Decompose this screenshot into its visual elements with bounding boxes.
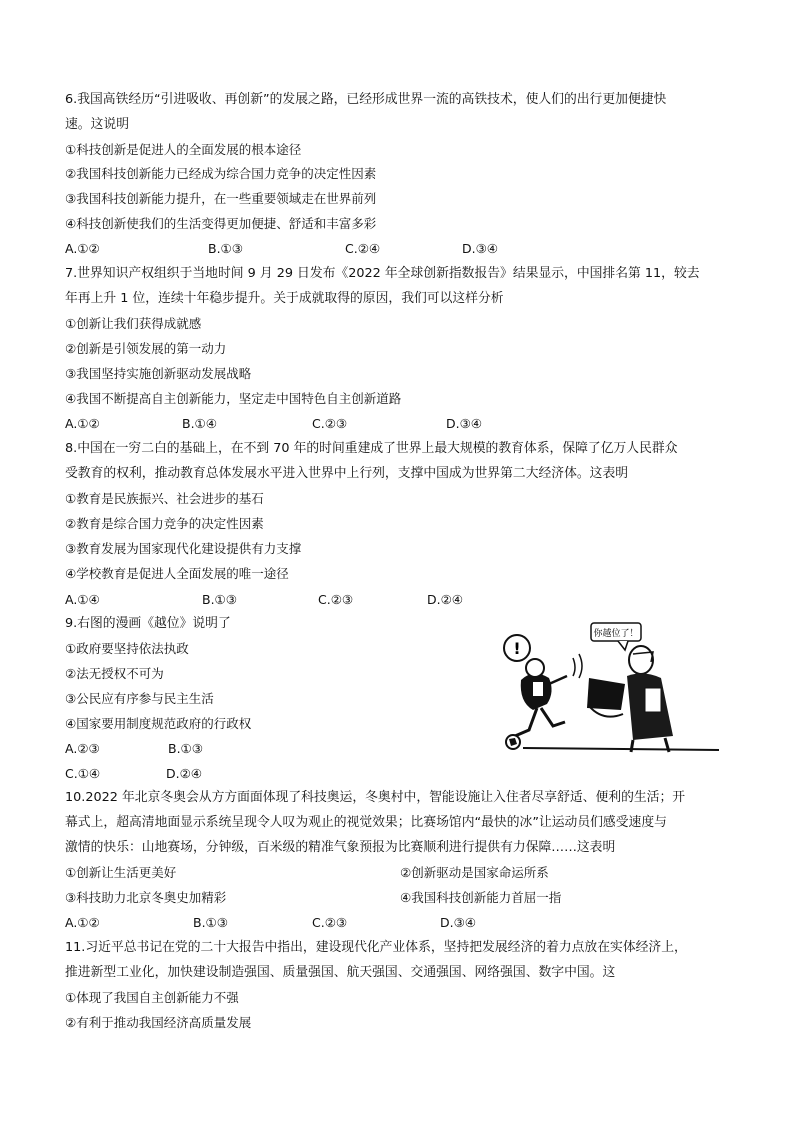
q8-choice-c[interactable]: C.②③ <box>318 592 354 607</box>
q6-choice-b[interactable]: B.①③ <box>208 241 243 256</box>
q9-item-4: ④国家要用制度规范政府的行政权 <box>65 716 252 731</box>
q11-stem-line2: 推进新型工业化，加快建设制造强国、质量强国、航天强国、交通强国、网络强国、数字中国。这 <box>65 965 616 980</box>
q10-stem-line2: 幕式上，超高清地面显示系统呈现令人叹为观止的视觉效果；比赛场馆内“最快的冰”让运动员们感受速度与 <box>65 815 667 830</box>
q9-choice-d[interactable]: D.②④ <box>166 766 203 781</box>
q6-stem-line2: 速。这说明 <box>65 117 129 132</box>
q10-choice-c[interactable]: C.②③ <box>312 915 348 930</box>
q9-choice-a[interactable]: A.②③ <box>65 741 100 756</box>
q7-item-2: ②创新是引领发展的第一动力 <box>65 341 227 356</box>
q7-item-1: ①创新让我们获得成就感 <box>65 316 202 331</box>
q9-item-1: ①政府要坚持依法执政 <box>65 641 189 656</box>
q7-stem-line1: 7.世界知识产权组织于当地时间 9 月 29 日发布《2022 年全球创新指数报告》结果显示，中国排名第 11，较去 <box>65 266 700 281</box>
q10-choice-a[interactable]: A.①② <box>65 915 100 930</box>
cartoon-speech-text: 你越位了！ <box>593 629 639 639</box>
q10-stem-line1: 10.2022 年北京冬奥会从方方面面体现了科技奥运，冬奥村中，智能设施让入住者尽享舒适、便利的生活；开 <box>65 790 686 805</box>
q10-item-4: ④我国科技创新能力首屈一指 <box>400 890 562 905</box>
q8-choice-b[interactable]: B.①③ <box>202 592 237 607</box>
q10-item-2: ②创新驱动是国家命运所系 <box>400 865 549 880</box>
q9-item-2: ②法无授权不可为 <box>65 666 164 681</box>
q7-choice-a[interactable]: A.①② <box>65 416 100 431</box>
q10-item-3: ③科技助力北京冬奥史加精彩 <box>65 890 227 905</box>
q11-item-1: ①体现了我国自主创新能力不强 <box>65 990 239 1005</box>
q6-choice-d[interactable]: D.③④ <box>462 241 499 256</box>
q9-stem: 9.右图的漫画《越位》说明了 <box>65 616 231 631</box>
q7-choice-d[interactable]: D.③④ <box>446 416 483 431</box>
q9-item-3: ③公民应有序参与民主生活 <box>65 691 214 706</box>
q8-choice-a[interactable]: A.①④ <box>65 592 100 607</box>
q8-choice-d[interactable]: D.②④ <box>427 592 464 607</box>
q8-stem-line1: 8.中国在一穷二白的基础上，在不到 70 年的时间重建成了世界上最大规模的教育体系，保障了亿万人民群众 <box>65 441 678 456</box>
q6-item-4: ④科技创新使我们的生活变得更加便捷、舒适和丰富多彩 <box>65 216 377 231</box>
q9-choice-c[interactable]: C.①④ <box>65 766 101 781</box>
q10-choice-b[interactable]: B.①③ <box>193 915 228 930</box>
q6-stem-line1: 6.我国高铁经历“引进吸收、再创新”的发展之路，已经形成世界一流的高铁技术，使人们的出行更加便捷快 <box>65 92 667 107</box>
q6-choice-c[interactable]: C.②④ <box>345 241 381 256</box>
q7-choice-c[interactable]: C.②③ <box>312 416 348 431</box>
q6-item-3: ③我国科技创新能力提升，在一些重要领域走在世界前列 <box>65 191 377 206</box>
q7-stem-line2: 年再上升 1 位，连续十年稳步提升。关于成就取得的原因，我们可以这样分析 <box>65 291 504 306</box>
svg-text:!: ! <box>513 639 521 658</box>
q8-item-1: ①教育是民族振兴、社会进步的基石 <box>65 491 264 506</box>
q7-item-4: ④我国不断提高自主创新能力，坚定走中国特色自主创新道路 <box>65 391 402 406</box>
q8-item-2: ②教育是综合国力竞争的决定性因素 <box>65 516 264 531</box>
q6-choice-a[interactable]: A.①② <box>65 241 100 256</box>
q11-stem-line1: 11.习近平总书记在党的二十大报告中指出，建设现代化产业体系，坚持把发展经济的着力点放在实体经济上， <box>65 940 687 955</box>
q8-item-3: ③教育发展为国家现代化建设提供有力支撑 <box>65 541 302 556</box>
q10-choice-d[interactable]: D.③④ <box>440 915 477 930</box>
q8-stem-line2: 受教育的权利，推动教育总体发展水平进入世界中上行列，支撑中国成为世界第二大经济体。这表明 <box>65 466 629 481</box>
q8-item-4: ④学校教育是促进人全面发展的唯一途径 <box>65 566 289 581</box>
q10-stem-line3: 激情的快乐：山地赛场，分钟级，百米级的精准气象预报为比赛顺利进行提供有力保障……这表明 <box>65 840 616 855</box>
q9-choice-b[interactable]: B.①③ <box>168 741 203 756</box>
q7-choice-b[interactable]: B.①④ <box>182 416 217 431</box>
q6-item-2: ②我国科技创新能力已经成为综合国力竞争的决定性因素 <box>65 166 377 181</box>
q7-item-3: ③我国坚持实施创新驱动发展战略 <box>65 366 252 381</box>
q10-item-1: ①创新让生活更美好 <box>65 865 177 880</box>
q11-item-2: ②有利于推动我国经济高质量发展 <box>65 1015 252 1030</box>
q6-item-1: ①科技创新是促进人的全面发展的根本途径 <box>65 142 302 157</box>
offside-cartoon <box>493 618 721 764</box>
